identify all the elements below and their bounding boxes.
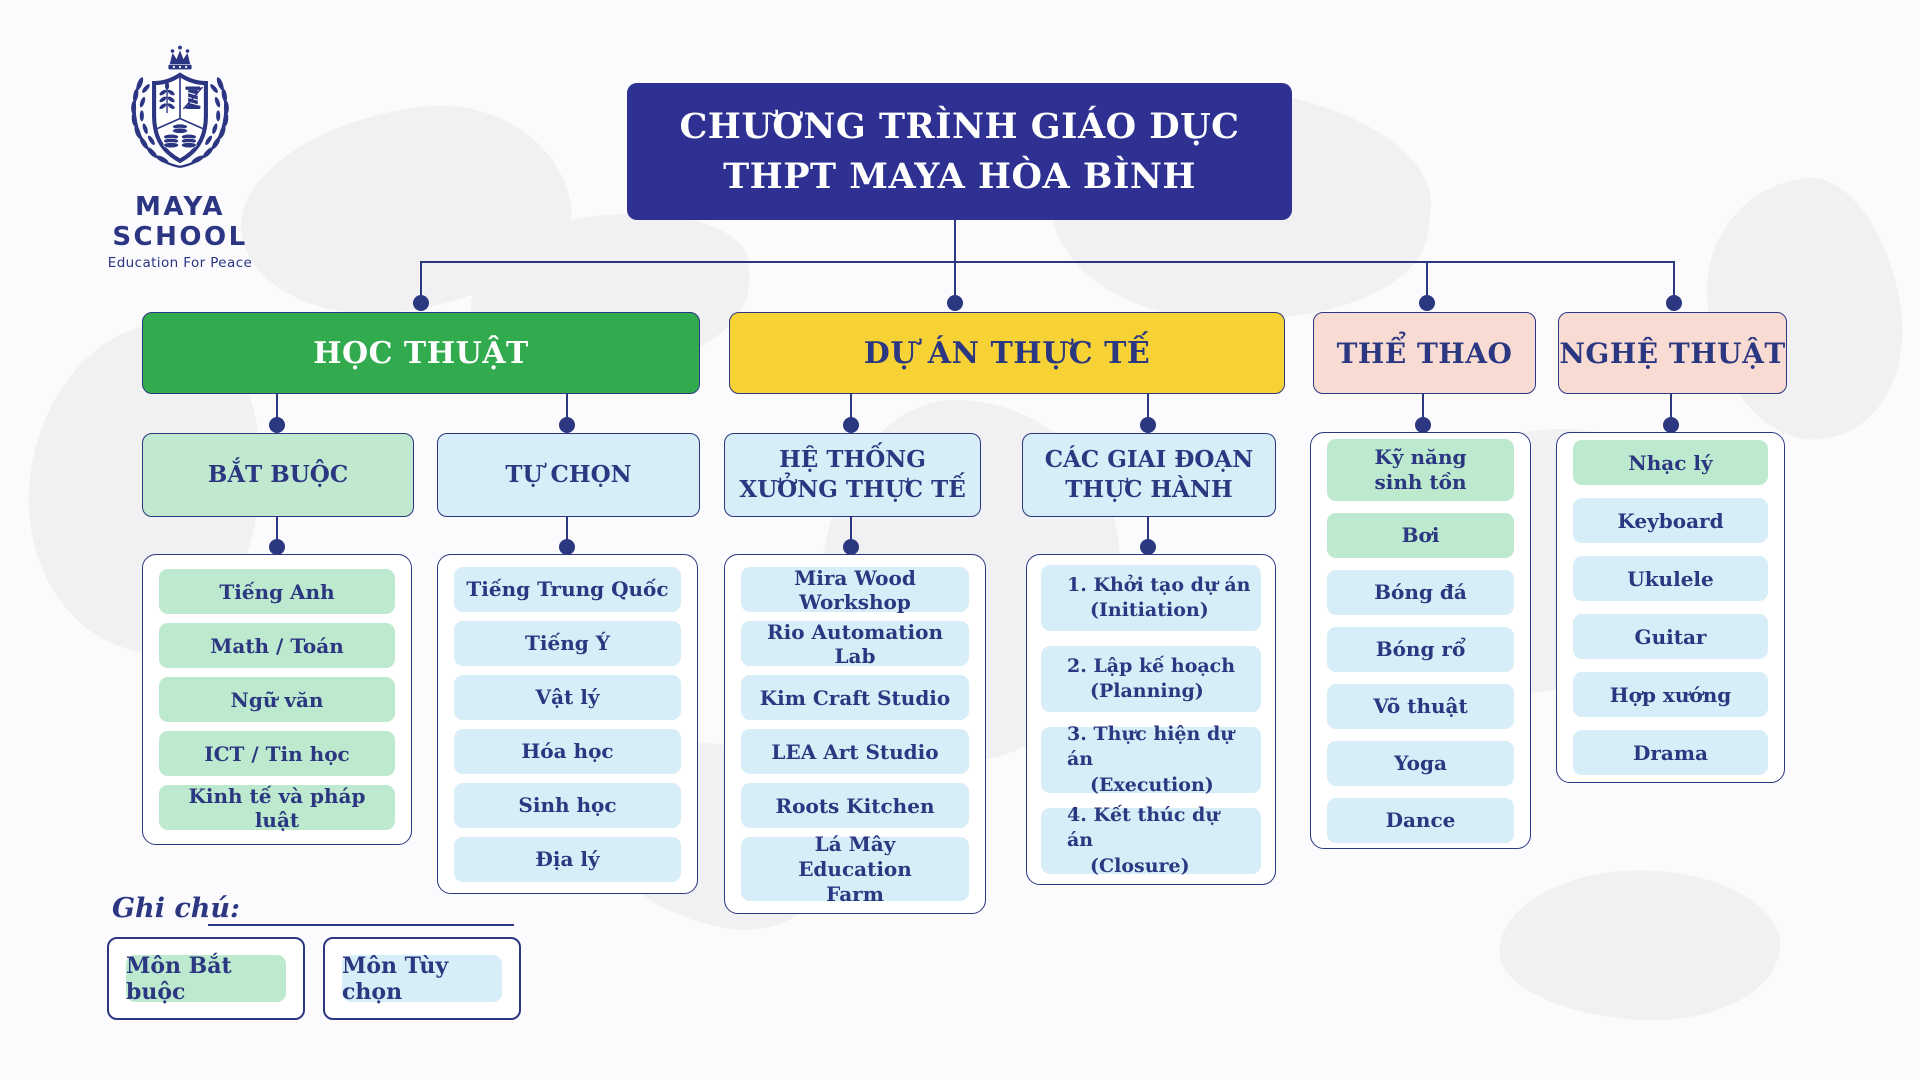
chart-title [627, 83, 1292, 220]
list-item: Tiếng Anh [159, 569, 395, 614]
list-item: Địa lý [454, 837, 681, 882]
list-item: Roots Kitchen [741, 783, 969, 828]
list-item: Guitar [1573, 614, 1768, 659]
phase-line2: (Execution) [1090, 773, 1214, 796]
connector-dot [269, 539, 285, 555]
connector-line [850, 515, 852, 542]
list-item [1041, 804, 1261, 877]
subheader-elective [437, 433, 700, 517]
list-item: Drama [1573, 730, 1768, 775]
list-item: Rio Automation Lab [741, 621, 969, 666]
connector-dot [947, 295, 963, 311]
legend-swatch-optional: Môn Tùy chọn [342, 955, 502, 1002]
subheader-label-line1: CÁC GIAI ĐOẠN [1044, 445, 1254, 473]
connector-dot [559, 539, 575, 555]
sports-list [1310, 432, 1531, 849]
subheader-label: TỰ CHỌN [505, 460, 632, 488]
list-item [1327, 439, 1514, 501]
category-arts [1558, 312, 1787, 394]
chart-title-line2: THPT MAYA HÒA BÌNH [723, 155, 1196, 197]
subheader-label: BẮT BUỘC [207, 460, 349, 488]
subheader-required [142, 433, 414, 517]
legend-underline [208, 893, 514, 926]
connector-dot [413, 295, 429, 311]
workshops-list [724, 554, 986, 914]
subheader-workshops [724, 433, 981, 517]
school-crest-icon [105, 36, 255, 186]
subheader-label-line1: HỆ THỐNG [779, 445, 926, 473]
list-item: Math / Toán [159, 623, 395, 668]
school-name: MAYA SCHOOL [112, 192, 248, 252]
list-item: ICT / Tin học [159, 731, 395, 776]
connector-dot [1415, 417, 1431, 433]
category-label: THỂ THAO [1336, 336, 1513, 370]
legend-swatch-required: Môn Bắt buộc [126, 955, 286, 1002]
connector-dot [1140, 539, 1156, 555]
elective-subjects-list [437, 554, 698, 894]
arts-list [1556, 432, 1785, 783]
list-item: Bơi [1327, 513, 1514, 558]
subheader-label-line2: THỰC HÀNH [1065, 476, 1233, 503]
connector-dot [1140, 417, 1156, 433]
list-item: Vật lý [454, 675, 681, 720]
list-item-label: Lá Mây Education Farm [798, 831, 912, 906]
school-tagline: Education For Peace [107, 255, 253, 271]
list-item: Hợp xướng [1573, 672, 1768, 717]
connector-dot [1663, 417, 1679, 433]
category-sports [1313, 312, 1536, 394]
category-academics [142, 312, 700, 394]
list-item: Ukulele [1573, 556, 1768, 601]
list-item: Tiếng Trung Quốc [454, 567, 681, 612]
phase-line2: (Initiation) [1090, 599, 1209, 621]
chart-title-line1: CHƯƠNG TRÌNH GIÁO DỤC [679, 105, 1240, 147]
list-item: Hóa học [454, 729, 681, 774]
list-item: Dance [1327, 798, 1514, 843]
map-shape [1689, 165, 1920, 454]
map-shape [1495, 860, 1785, 1029]
legend-title: Ghi chú: [112, 893, 241, 924]
list-item: Keyboard [1573, 498, 1768, 543]
list-item: Kim Craft Studio [741, 675, 969, 720]
connector-line [1147, 392, 1149, 420]
phase-line1: 1. Khởi tạo dự án [1067, 573, 1251, 596]
list-item: LEA Art Studio [741, 729, 969, 774]
list-item: Kinh tế và pháp luật [159, 785, 395, 830]
phase-line1: 4. Kết thúc dự án [1067, 804, 1220, 852]
subheader-phases [1022, 433, 1276, 517]
list-item: Sinh học [454, 783, 681, 828]
list-item [741, 831, 969, 906]
connector-line [566, 392, 568, 420]
connector-line [276, 515, 278, 542]
list-item: Yoga [1327, 741, 1514, 786]
subheader-label-line2: XƯỞNG THỰC TẾ [739, 476, 966, 503]
phase-line2: (Planning) [1090, 680, 1204, 702]
list-item [1041, 565, 1261, 631]
connector-line [276, 392, 278, 420]
connector-line [421, 261, 1674, 263]
connector-dot [843, 539, 859, 555]
list-item: Mira Wood Workshop [741, 567, 969, 612]
list-item: Ngữ văn [159, 677, 395, 722]
connector-line [850, 392, 852, 420]
connector-dot [269, 417, 285, 433]
list-item: Tiếng Ý [454, 621, 681, 666]
connector-line [1422, 392, 1424, 420]
school-logo [80, 36, 280, 271]
project-phases-list [1026, 554, 1276, 885]
category-projects [729, 312, 1285, 394]
connector-line [1147, 515, 1149, 542]
required-subjects-list [142, 554, 412, 845]
list-item-label: Kỹ năng sinh tồn [1374, 444, 1467, 494]
list-item: Nhạc lý [1573, 440, 1768, 485]
phase-line2: (Closure) [1090, 854, 1190, 877]
list-item [1041, 723, 1261, 796]
phase-line1: 3. Thực hiện dự án [1067, 723, 1235, 771]
category-label: HỌC THUẬT [313, 335, 529, 371]
legend-item-required [107, 937, 305, 1020]
list-item: Bóng đá [1327, 570, 1514, 615]
list-item: Bóng rổ [1327, 627, 1514, 672]
connector-dot [1419, 295, 1435, 311]
list-item: Võ thuật [1327, 684, 1514, 729]
connector-dot [1666, 295, 1682, 311]
category-label: NGHỆ THUẬT [1559, 336, 1786, 370]
connector-dot [843, 417, 859, 433]
phase-line1: 2. Lập kế hoạch [1067, 654, 1236, 677]
category-label: DỰ ÁN THỰC TẾ [863, 335, 1151, 371]
connector-line [566, 515, 568, 542]
legend-item-optional [323, 937, 521, 1020]
list-item [1041, 646, 1261, 712]
connector-dot [559, 417, 575, 433]
connector-line [1670, 392, 1672, 420]
